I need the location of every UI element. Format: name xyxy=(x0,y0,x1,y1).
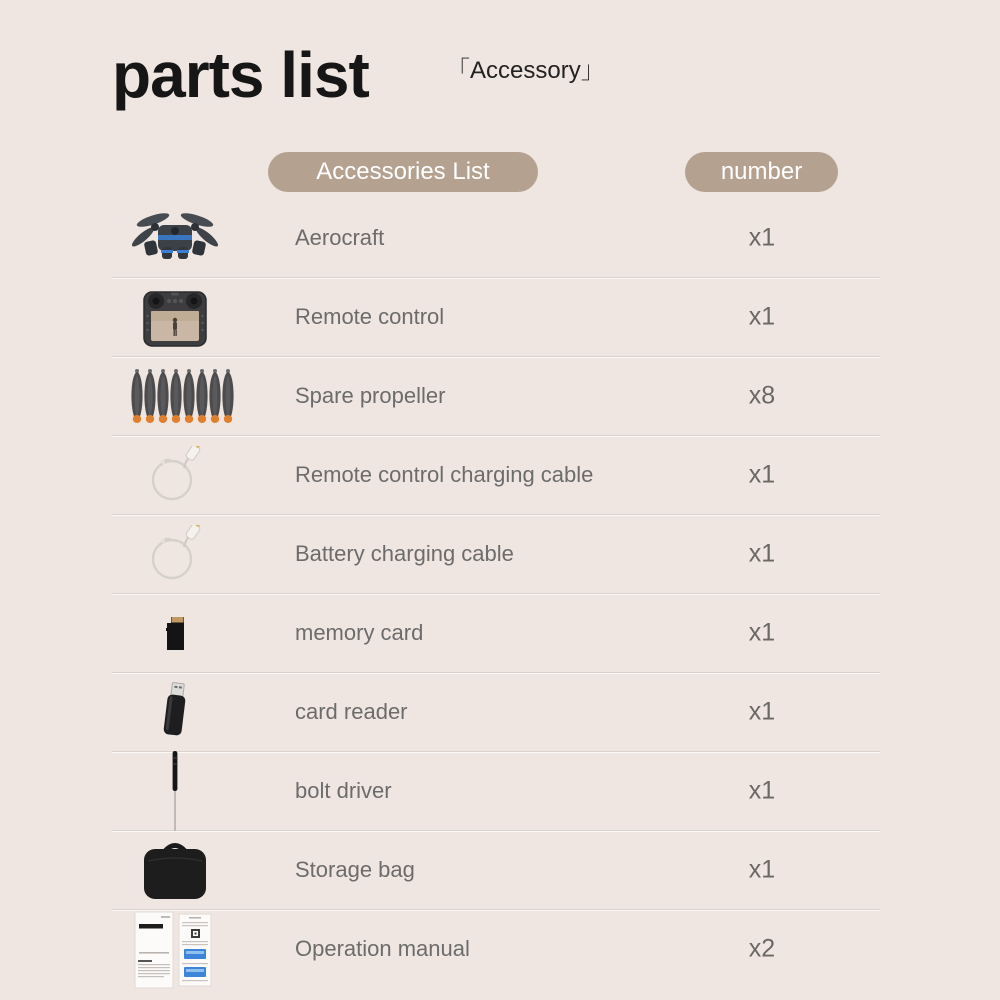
item-name: Storage bag xyxy=(295,857,415,882)
table-row-operation-manual xyxy=(112,910,880,988)
memory-card-image xyxy=(163,614,187,652)
accessories-list-header-pill xyxy=(268,152,538,192)
table-row-battery-charging-cable xyxy=(112,515,880,594)
page-title: parts list xyxy=(112,39,369,111)
number-header-label: number xyxy=(720,158,803,185)
item-quantity: x1 xyxy=(748,697,776,726)
item-quantity: x2 xyxy=(748,934,776,963)
remote-control-image xyxy=(143,286,207,348)
table-row-card-reader xyxy=(112,673,880,752)
item-name: memory card xyxy=(295,620,424,645)
table-row-storage-bag xyxy=(112,831,880,910)
item-quantity: x1 xyxy=(748,539,776,568)
item-name: Remote control charging cable xyxy=(295,462,594,487)
operation-manual-image xyxy=(133,908,217,990)
item-name: Remote control xyxy=(295,304,445,329)
table-row-rc-charging-cable xyxy=(112,436,880,515)
item-quantity: x1 xyxy=(748,223,776,252)
item-quantity: x1 xyxy=(748,776,776,805)
item-name: Aerocraft xyxy=(295,225,385,250)
propellers-image xyxy=(130,367,234,425)
item-name: bolt driver xyxy=(295,778,392,803)
bolt-driver-image xyxy=(169,749,181,833)
table-row-memory-card xyxy=(112,594,880,673)
battery-cable-image xyxy=(146,525,204,583)
card-reader-image xyxy=(158,681,192,743)
table-row-remote-control xyxy=(112,278,880,357)
item-quantity: x1 xyxy=(748,460,776,489)
item-name: Operation manual xyxy=(295,936,470,961)
item-quantity: x8 xyxy=(748,381,776,410)
table-row-aerocraft xyxy=(112,199,880,278)
item-quantity: x1 xyxy=(748,302,776,331)
item-name: card reader xyxy=(295,699,408,724)
page-subtitle: 「Accessory」 xyxy=(446,57,605,84)
accessories-list-header-label: Accessories List xyxy=(316,158,490,185)
table-row-bolt-driver xyxy=(112,752,880,831)
number-header-pill xyxy=(685,152,838,192)
accessories-table xyxy=(112,199,880,988)
item-quantity: x1 xyxy=(748,855,776,884)
drone-image xyxy=(131,207,219,269)
charging-cable-image xyxy=(146,446,204,504)
table-row-spare-propeller xyxy=(112,357,880,436)
item-quantity: x1 xyxy=(748,618,776,647)
item-name: Battery charging cable xyxy=(295,541,514,566)
item-name: Spare propeller xyxy=(295,383,446,408)
storage-bag-image xyxy=(142,839,208,901)
